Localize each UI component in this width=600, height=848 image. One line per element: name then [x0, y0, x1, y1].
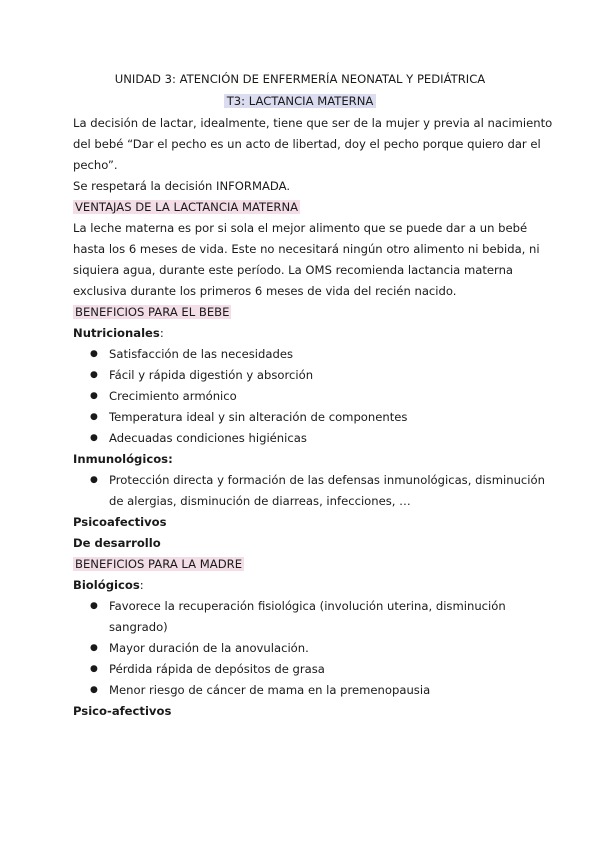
- bullet-icon: ●: [90, 685, 98, 695]
- nutricionales-colon: :: [159, 326, 164, 340]
- unit-title: [0, 72, 600, 86]
- desarrollo-label: De desarrollo: [73, 536, 161, 550]
- bullet-icon: ●: [90, 664, 98, 674]
- bullet-icon: ●: [90, 391, 98, 401]
- intro-line: pecho”.: [73, 158, 118, 172]
- list-item-continuation: de alergias, disminución de diarreas, infecciones, …: [109, 494, 411, 508]
- bullet-icon: ●: [90, 349, 98, 359]
- biologicos-label-text: Biológicos: [73, 578, 140, 592]
- madre-heading-text: BENEFICIOS PARA LA MADRE: [75, 557, 243, 571]
- list-item: Satisfacción de las necesidades: [109, 347, 294, 361]
- bullet-icon: ●: [90, 601, 98, 611]
- list-item: Menor riesgo de cáncer de mama en la premenopausia: [109, 683, 431, 697]
- intro-line: La decisión de lactar, idealmente, tiene que ser de la mujer y previa al nacimiento: [73, 116, 553, 130]
- ventajas-line: hasta los 6 meses de vida. Este no necesitará ningún otro alimento ni bebida, ni: [73, 242, 540, 256]
- psicoafectivos-label: Psicoafectivos: [73, 515, 167, 529]
- unit-title-text: UNIDAD 3: ATENCIÓN DE ENFERMERÍA NEONATAL Y PEDIÁTRICA: [114, 72, 486, 86]
- bebe-heading-text: BENEFICIOS PARA EL BEBE: [75, 305, 230, 319]
- ventajas-line: exclusiva durante los primeros 6 meses de vida del recién nacido.: [73, 284, 457, 298]
- bullet-icon: ●: [90, 643, 98, 653]
- list-item: Fácil y rápida digestión y absorción: [109, 368, 314, 382]
- ventajas-heading: [73, 200, 300, 214]
- inmunologicos-label: Inmunológicos:: [73, 452, 173, 466]
- madre-heading: [73, 557, 244, 571]
- ventajas-line: La leche materna es por si sola el mejor alimento que se puede dar a un bebé: [73, 221, 528, 235]
- list-item: Pérdida rápida de depósitos de grasa: [109, 662, 325, 676]
- intro-line: del bebé “Dar el pecho es un acto de libertad, doy el pecho porque quiero dar el: [73, 137, 541, 151]
- biologicos-colon: :: [139, 578, 144, 592]
- bullet-icon: ●: [90, 433, 98, 443]
- bullet-icon: ●: [90, 412, 98, 422]
- list-item: Protección directa y formación de las defensas inmunológicas, disminución: [109, 473, 545, 487]
- list-item: Crecimiento armónico: [109, 389, 237, 403]
- ventajas-heading-text: VENTAJAS DE LA LACTANCIA MATERNA: [75, 200, 299, 214]
- nutricionales-label: [73, 326, 164, 340]
- topic-title: [0, 94, 600, 108]
- biologicos-label: [73, 578, 144, 592]
- psico-afectivos-label: Psico-afectivos: [73, 704, 172, 718]
- list-item-continuation: sangrado): [109, 620, 168, 634]
- list-item: Mayor duración de la anovulación.: [109, 641, 309, 655]
- bullet-icon: ●: [90, 370, 98, 380]
- ventajas-line: siquiera agua, durante este período. La OMS recomienda lactancia materna: [73, 263, 514, 277]
- list-item: Favorece la recuperación fisiológica (involución uterina, disminución: [109, 599, 506, 613]
- nutricionales-label-text: Nutricionales: [73, 326, 160, 340]
- intro-line: Se respetará la decisión INFORMADA.: [73, 179, 291, 193]
- topic-title-text: T3: LACTANCIA MATERNA: [224, 94, 377, 108]
- bebe-heading: [73, 305, 231, 319]
- list-item: Adecuadas condiciones higiénicas: [109, 431, 307, 445]
- bullet-icon: ●: [90, 475, 98, 485]
- list-item: Temperatura ideal y sin alteración de componentes: [109, 410, 408, 424]
